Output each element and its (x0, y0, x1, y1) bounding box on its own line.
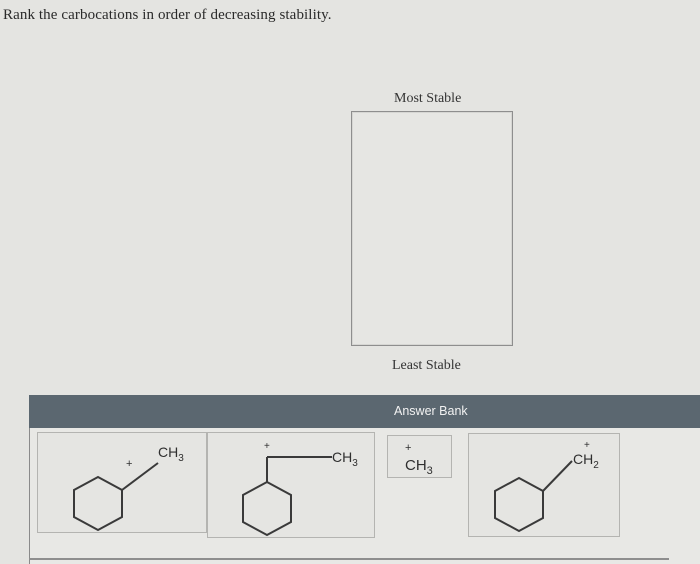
cyclohexyl-ethyl-cation-structure (208, 433, 376, 539)
cyclohexane-ring (243, 482, 291, 535)
group-label: $CH_3$ (158, 444, 184, 464)
group-label: $CH_2$ (573, 451, 599, 471)
ranking-drop-zone[interactable] (351, 111, 513, 346)
cation-charge: + (405, 442, 412, 454)
answer-card-4[interactable] (468, 433, 620, 537)
cyclohexylmethyl-cation-structure (469, 434, 621, 538)
cyclohexyl-methyl-cation-structure (38, 433, 208, 534)
answer-bank-header (29, 395, 700, 428)
cation-charge: + (264, 441, 270, 452)
cyclohexane-ring (74, 477, 122, 530)
answer-card-3[interactable] (387, 435, 452, 478)
answer-bank-bottom-border (29, 558, 669, 560)
answer-card-2[interactable] (207, 432, 375, 538)
ring-to-ch2-bond (543, 461, 572, 491)
most-stable-label: Most Stable (394, 91, 462, 106)
methyl-cation-structure (388, 436, 453, 479)
cyclohexane-ring (495, 478, 543, 531)
cation-charge: + (126, 458, 133, 470)
least-stable-label: Least Stable (392, 358, 461, 373)
question-text: Rank the carbocations in order of decreasing stability. (3, 7, 332, 23)
answer-card-1[interactable] (37, 432, 207, 533)
group-label: $CH_3$ (405, 457, 433, 477)
cation-charge: + (584, 440, 590, 451)
answer-bank-title: Answer Bank (394, 404, 468, 418)
group-label: $CH_3$ (332, 449, 358, 469)
